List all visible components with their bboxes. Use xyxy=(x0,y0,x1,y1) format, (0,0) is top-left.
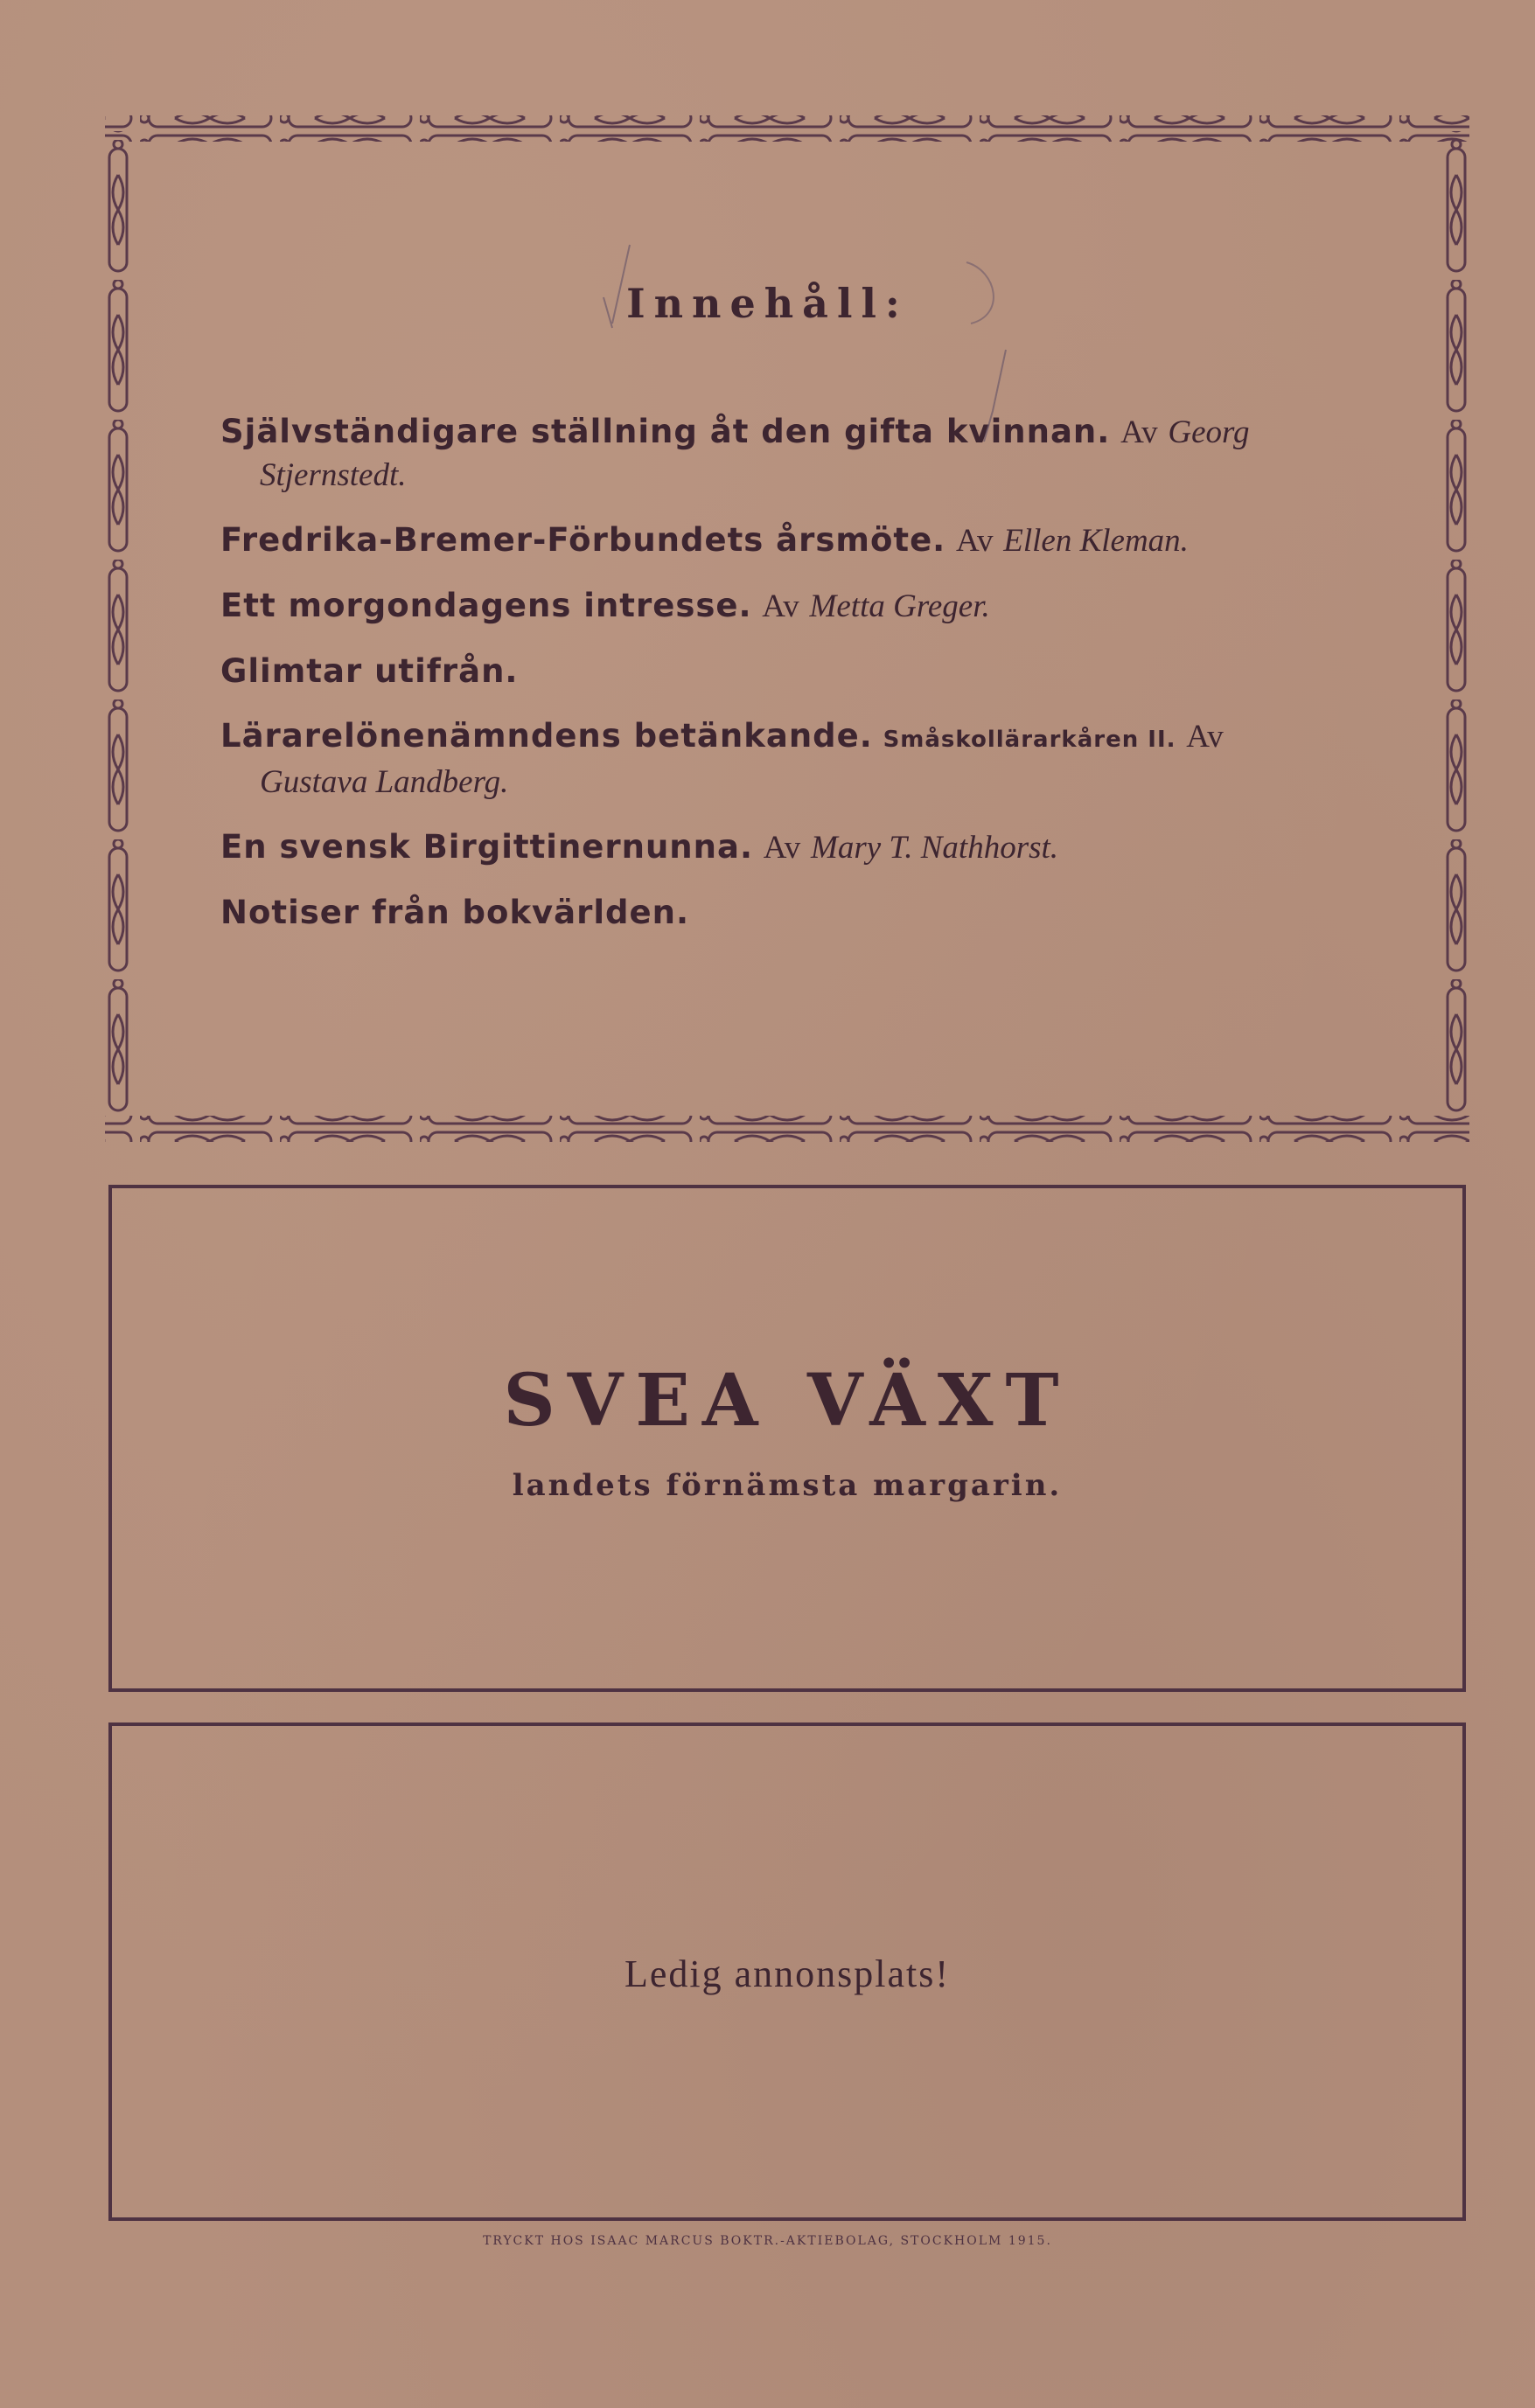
vacant-ad-text: Ledig annonsplats! xyxy=(624,1952,951,1995)
toc-entry xyxy=(220,715,1349,804)
ad-slogan: landets förnämsta margarin. xyxy=(512,1468,1063,1503)
toc-entry-author: Metta Greger. xyxy=(809,588,990,624)
toc-entry xyxy=(220,892,1349,934)
vacant-ad-box xyxy=(108,1722,1466,2221)
ad-brand-name: SVEA VÄXT xyxy=(503,1359,1071,1443)
toc-entry-author: Georg xyxy=(1168,414,1250,450)
toc-entry-title: En svensk Birgittinernunna. xyxy=(220,828,754,866)
toc-entry-title: Fredrika-Bremer-Förbundets årsmöte. xyxy=(220,521,946,559)
toc-entry-av: Av xyxy=(1120,414,1158,450)
toc-entry-av: Av xyxy=(955,523,994,559)
contents-heading: Innehåll: xyxy=(626,280,909,327)
contents-list xyxy=(220,411,1349,957)
toc-entry-subtitle: Småskollärarkåren II. xyxy=(883,727,1176,753)
printer-imprint: TRYCKT HOS ISAAC MARCUS BOKTR.-AKTIEBOLAG, STOCKHOLM 1915. xyxy=(483,2234,1052,2248)
toc-entry-author: Mary T. Nathhorst. xyxy=(811,830,1059,866)
toc-entry-av: Av xyxy=(763,830,801,866)
toc-entry-title: Notiser från bokvärlden. xyxy=(220,894,690,931)
toc-entry xyxy=(220,826,1349,869)
toc-entry-title: Ett morgondagens intresse. xyxy=(220,587,752,624)
toc-entry-author: Ellen Kleman. xyxy=(1003,523,1189,559)
toc-entry-title: Glimtar utifrån. xyxy=(220,652,519,690)
toc-entry-title: Lärarelönenämndens betänkande. xyxy=(220,717,873,755)
toc-entry xyxy=(220,411,1349,497)
advertisement-box xyxy=(108,1185,1466,1692)
toc-entry xyxy=(220,585,1349,628)
toc-entry xyxy=(220,519,1349,562)
toc-entry xyxy=(220,651,1349,692)
toc-entry-author: Gustava Landberg. xyxy=(260,764,509,800)
toc-entry-av: Av xyxy=(1186,719,1224,755)
toc-entry-title: Självständigare ställning åt den gifta kvinnan. xyxy=(220,413,1111,450)
toc-entry-av: Av xyxy=(762,588,799,624)
toc-entry-author-cont: Stjernstedt. xyxy=(260,457,407,493)
